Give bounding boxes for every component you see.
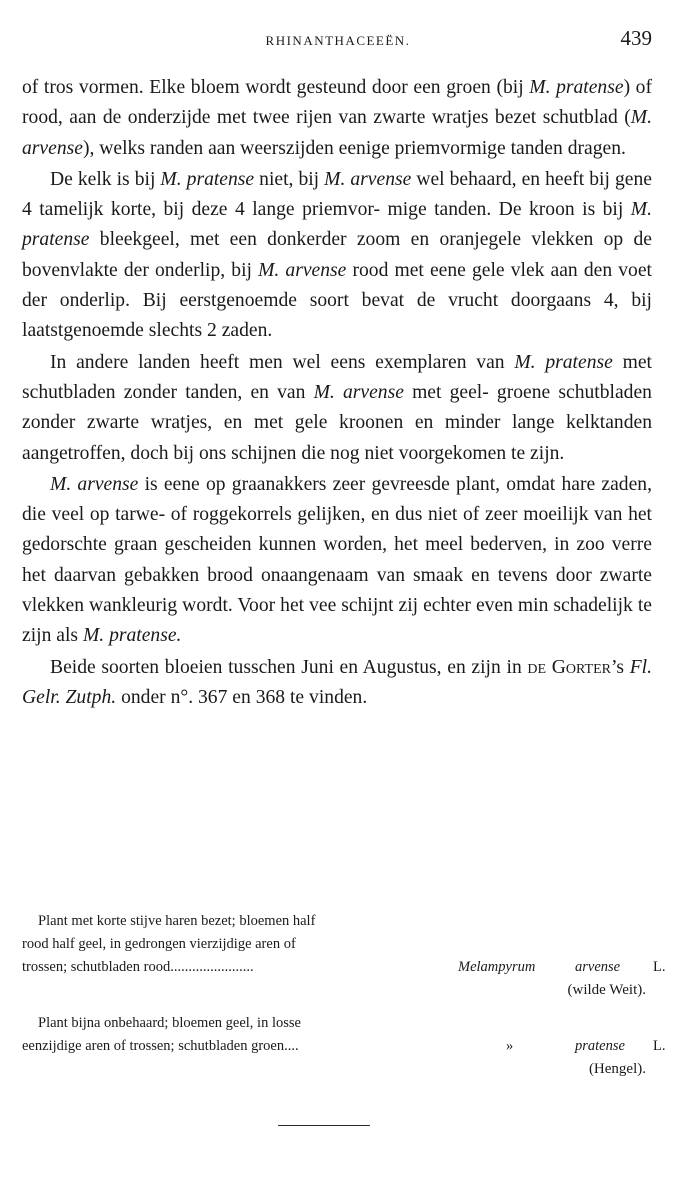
running-title: RHINANTHACEEËN. xyxy=(265,33,411,48)
text-run: In andere landen heeft men wel eens exemplaren van xyxy=(50,351,515,373)
text-run: is eene op graanakkers zeer gevreesde plant, omdat xyxy=(138,473,556,495)
closing-rule xyxy=(278,1125,370,1126)
text-run: mige tanden. De kroon is bij xyxy=(387,199,631,221)
text-run: en heeft bij gene 4 tamelijk korte, bij deze 4 lange priemvor- xyxy=(22,168,652,221)
text-run: van zwarte wratjes bezet schutblad ( xyxy=(338,107,631,129)
italic-taxon: M. pratense. xyxy=(82,625,182,647)
body-text xyxy=(22,73,652,713)
text-run: met schutbladen zonder tanden, en van xyxy=(22,351,652,403)
paragraph-5 xyxy=(22,653,652,714)
text-run: en minder lange kelktanden aangetroffen, doch bij ons schijnen xyxy=(22,412,652,464)
key-name-line xyxy=(22,956,666,979)
key-desc-line: rood half geel, in gedrongen vierzijdige aren of xyxy=(22,936,296,952)
key-desc-last: trossen; schutbladen rood....................... xyxy=(22,959,254,975)
italic-taxon: M. pratense xyxy=(514,351,613,373)
text-run: bij laatstgenoemde slechts 2 zaden. xyxy=(22,290,652,342)
text-run: hare zaden, die veel op tarwe- of roggekorrels gelijken, en dus xyxy=(22,473,652,526)
common-name: (Hengel). xyxy=(588,1061,646,1077)
text-run: De kelk is bij xyxy=(50,168,161,190)
italic-taxon: M. pratense xyxy=(160,168,255,190)
text-run: met geel- xyxy=(403,381,489,403)
text-run: wel behaard, xyxy=(411,168,517,190)
italic-taxon: M. pratense xyxy=(529,77,624,98)
italic-taxon: M. arvense xyxy=(22,107,652,159)
paragraph-2 xyxy=(22,165,652,347)
text-run: in xyxy=(506,656,528,678)
common-name: (wilde Weit). xyxy=(567,982,646,998)
text-run: rood met eene gele vlek aan den voet xyxy=(346,259,652,281)
page-header xyxy=(22,26,654,50)
small-caps-name: de Gorter xyxy=(527,656,611,678)
paragraph-4 xyxy=(22,470,652,652)
text-run: onderlip, bij xyxy=(155,259,259,281)
page-number: 439 xyxy=(620,26,652,50)
text-run: brood onaangenaam van smaak en tevens door zwarte vlekken xyxy=(22,564,652,617)
text-run: worden, het meel bederven, in zoo verre het daarvan gebakken xyxy=(22,534,652,586)
key-desc-line: Plant bijna onbehaard; bloemen geel, in losse xyxy=(38,1015,301,1031)
genus-name: Melampyrum xyxy=(458,959,536,975)
italic-taxon: Fl. Gelr. Zutph. xyxy=(22,656,653,708)
italic-taxon: M. arvense xyxy=(50,473,139,495)
text-run: wankleurig wordt. Voor het vee schijnt zij echter even min xyxy=(89,595,549,617)
author-abbrev: L. xyxy=(653,959,666,975)
text-run: aan weerszijden eenige priemvormige tanden dragen. xyxy=(208,137,626,159)
text-run: ’s xyxy=(610,656,630,678)
text-run: of tros vormen. Elke bloem wordt gesteund door een groen xyxy=(22,77,491,98)
text-run: ), welks randen xyxy=(82,137,204,159)
text-run: (bij xyxy=(496,77,530,98)
text-run: schadelijk te zijn als xyxy=(22,595,652,647)
paragraph-3 xyxy=(22,348,652,469)
text-run: niet of zeer moeilijk van het gedorschte graan gescheiden kunnen xyxy=(22,504,652,556)
text-run: bleekgeel, met een xyxy=(89,229,257,251)
text-run: ) of rood, aan de onderzijde met twee rijen xyxy=(22,77,653,129)
key-desc-last: eenzijdige aren of trossen; schutbladen groen.... xyxy=(22,1038,299,1054)
text-run: vinden. xyxy=(309,686,368,708)
key-entry-arvense xyxy=(22,910,666,1002)
text-run: die nog niet voorgekomen te zijn. xyxy=(301,442,565,464)
italic-taxon: M. pratense xyxy=(22,199,653,251)
paragraph-1 xyxy=(22,73,652,164)
text-run: onder n°. 367 en 368 te xyxy=(116,686,305,708)
italic-taxon: M. arvense xyxy=(258,259,347,281)
species-name: arvense xyxy=(575,959,621,975)
text-run: der onderlip. Bij eerstgenoemde soort bevat de vrucht doorgaans 4, xyxy=(22,290,619,312)
text-run: groene schutbladen zonder zwarte wratjes, en met gele kroonen xyxy=(22,381,652,434)
species-key xyxy=(22,910,666,1081)
italic-taxon: M. arvense xyxy=(313,381,404,403)
key-desc-line: Plant met korte stijve haren bezet; bloemen half xyxy=(38,913,316,929)
ditto-mark: » xyxy=(506,1038,514,1054)
species-name: pratense xyxy=(575,1038,625,1054)
author-abbrev: L. xyxy=(653,1038,666,1054)
italic-taxon: M. arvense xyxy=(324,168,412,190)
text-run: niet, bij xyxy=(254,168,325,190)
key-name-line xyxy=(22,1035,666,1058)
key-entry-pratense xyxy=(22,1012,666,1081)
text-run: Beide soorten bloeien tusschen Juni en Augustus, en zijn xyxy=(50,656,501,678)
text-run: donkerder zoom en oranjegele vlekken op de bovenvlakte der xyxy=(22,229,652,281)
